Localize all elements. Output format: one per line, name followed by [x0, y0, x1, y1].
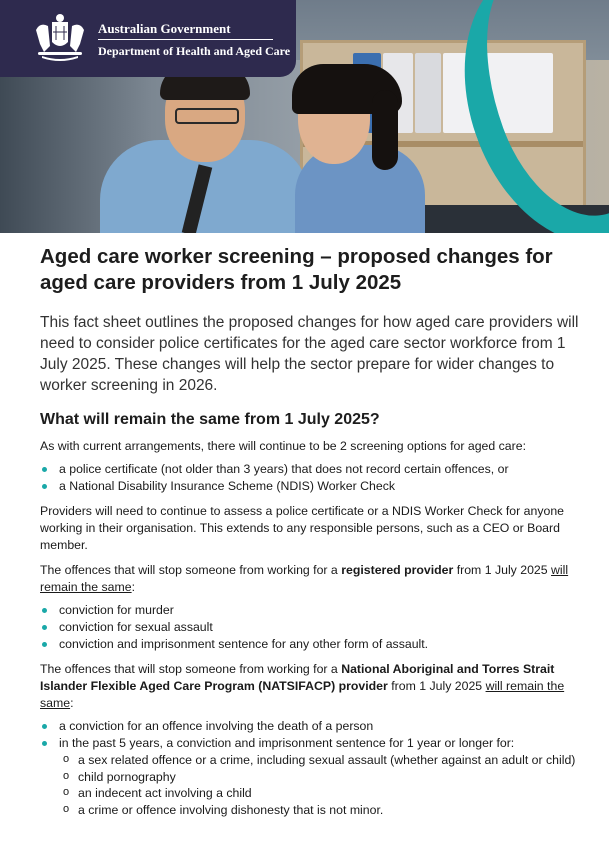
- section-heading: What will remain the same from 1 July 2025?: [40, 411, 380, 428]
- sub-list-item: o an indecent act involving a child: [59, 785, 590, 802]
- sub-offences-list: [59, 752, 590, 818]
- sub-list-item: o child pornography: [59, 769, 590, 786]
- screening-options-list: [40, 461, 590, 495]
- list-item: conviction for sexual assault: [40, 619, 590, 636]
- glasses: [175, 108, 239, 124]
- government-banner: [0, 0, 296, 77]
- banner-divider: [98, 39, 273, 40]
- department-name: Department of Health and Aged Care: [98, 44, 291, 58]
- list-item: a police certificate (not older than 3 years) that does not record certain offences, or: [40, 461, 590, 478]
- natsifacp-paragraph: The offences that will stop someone from working for a National Aboriginal and Torres Strait Islander Flexible Aged Care Program (NATSIFACP) provider from 1 July 2025 will remain the same:: [40, 662, 565, 710]
- paragraph: Providers will need to continue to assess a police certificate or a NDIS Worker Check for anyone working in their organisation. This extends to any responsible persons, such as a CEO or Board member.: [40, 504, 564, 552]
- registered-offences-list: [40, 602, 590, 653]
- paragraph: As with current arrangements, there will continue to be 2 screening options for aged care:: [40, 439, 526, 453]
- coat-of-arms-icon: [30, 12, 90, 62]
- natsifacp-offences-list: [40, 718, 590, 818]
- intro-paragraph: This fact sheet outlines the proposed changes for how aged care providers will need to consider police certificates for the aged care sector workforce from 1 July 2025. These changes will help the sector prepare for wider changes to worker screening in 2026.: [40, 314, 579, 394]
- list-item: in the past 5 years, a conviction and imprisonment sentence for 1 year or longer for: o a sex related offence or a crime, including sexual assault (whether against an adult or child) o child pornography o an indecent act involving a child o a crime or offence involving dishonesty that is not minor.: [40, 735, 590, 818]
- binder: [415, 53, 441, 133]
- list-item: conviction and imprisonment sentence for any other form of assault.: [40, 636, 590, 653]
- sub-list-item: o a sex related offence or a crime, including sexual assault (whether against an adult or child): [59, 752, 590, 769]
- hero-photo: [0, 0, 609, 233]
- person-right-ponytail: [372, 90, 398, 170]
- page-title: Aged care worker screening – proposed changes for aged care providers from 1 July 2025: [40, 245, 553, 294]
- registered-provider-paragraph: The offences that will stop someone from working for a registered provider from 1 July 2025 will remain the same:: [40, 563, 569, 594]
- list-item: a National Disability Insurance Scheme (NDIS) Worker Check: [40, 478, 590, 495]
- list-item: conviction for murder: [40, 602, 590, 619]
- list-item: a conviction for an offence involving the death of a person: [40, 718, 590, 735]
- document-body: [40, 244, 590, 818]
- sub-list-item: o a crime or offence involving dishonesty that is not minor.: [59, 802, 590, 819]
- government-name: Australian Government: [98, 21, 231, 36]
